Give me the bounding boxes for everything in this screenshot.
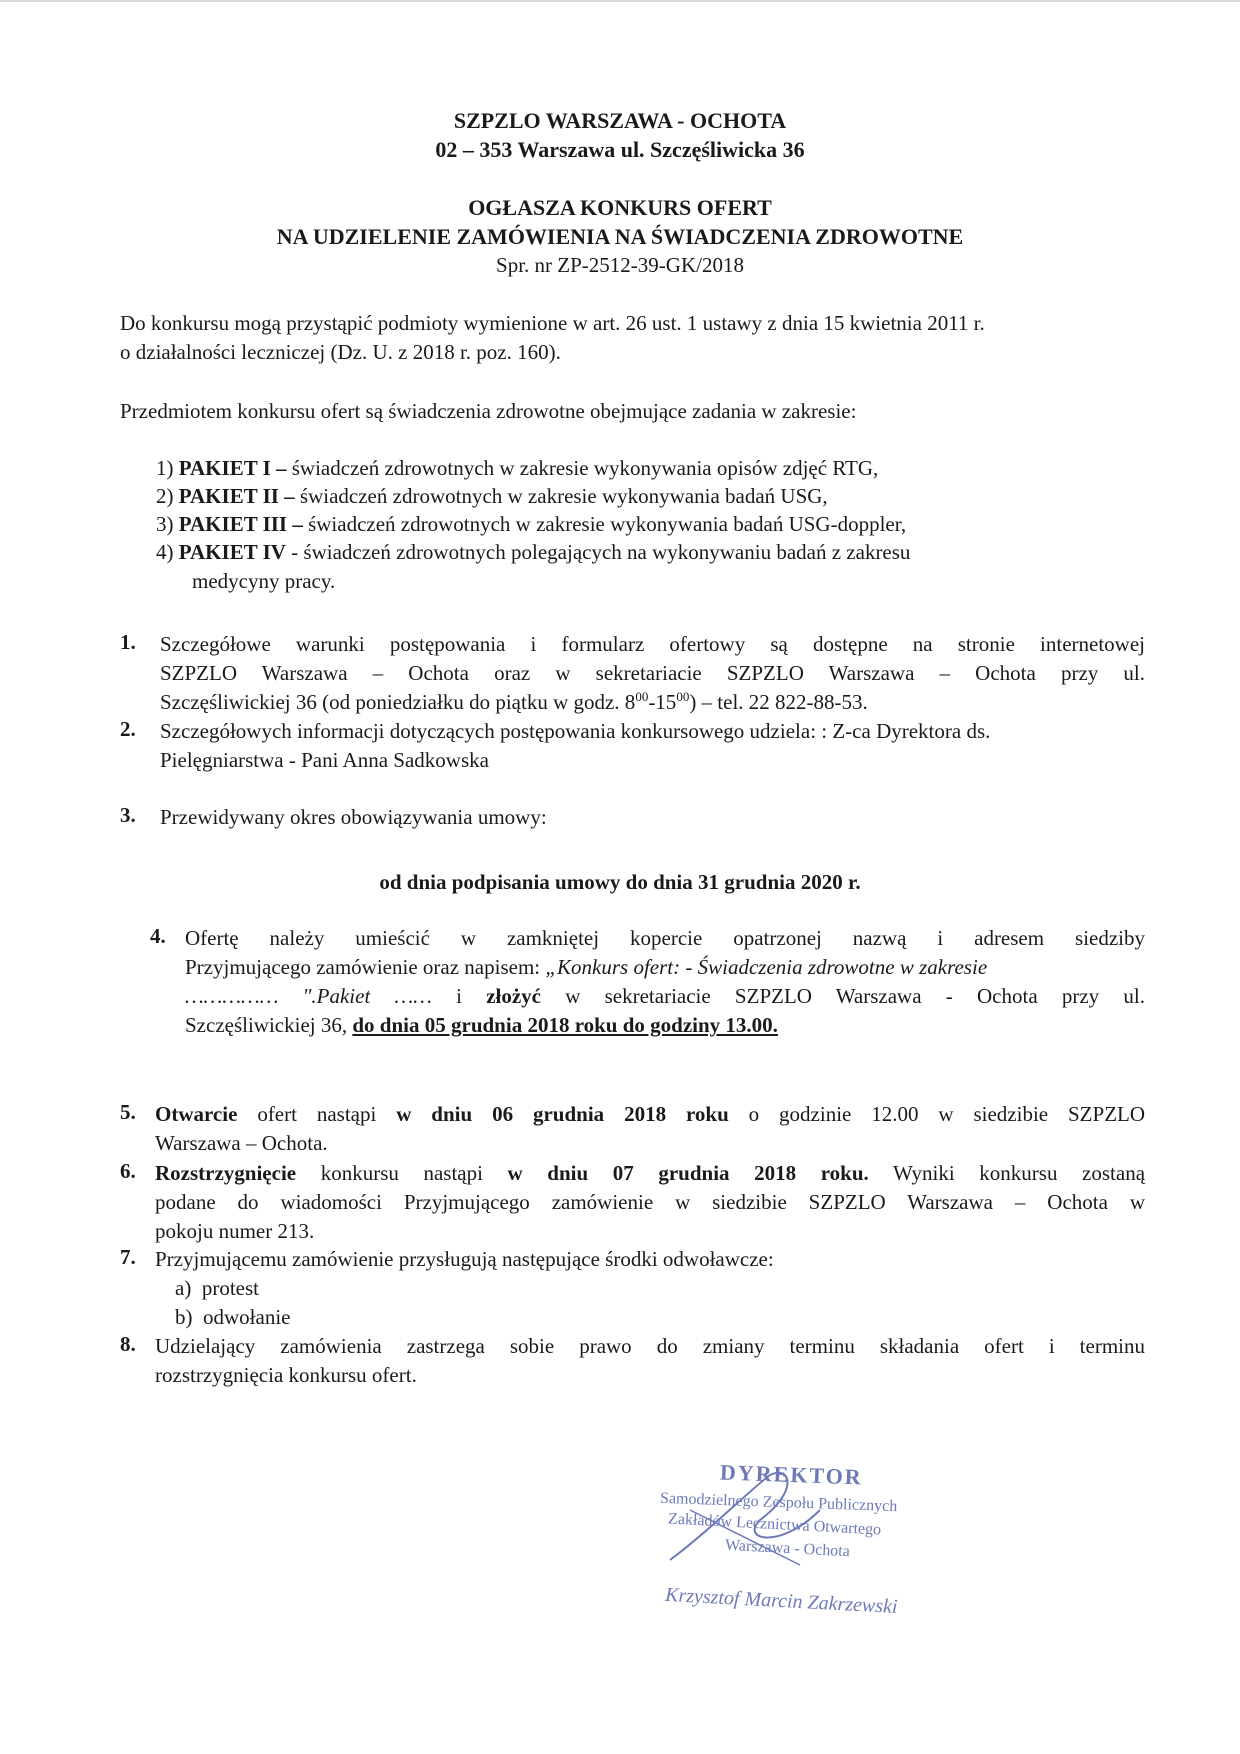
- item-number: 6.: [120, 1159, 136, 1183]
- item4-line-4: Szczęśliwickiej 36, do dnia 05 grudnia 2018 roku do godziny 13.00.: [185, 1013, 778, 1037]
- stamp-line-3: Warszawa - Ochota: [724, 1536, 851, 1561]
- stamp-line-1: Samodzielnego Zespołu Publicznych: [659, 1489, 898, 1516]
- item4-line-1: Ofertę należy umieścić w zamkniętej kopercie opatrzonej nazwą i adresem siedziby: [185, 926, 1145, 950]
- package-item-continuation: medycyny pracy.: [192, 569, 336, 593]
- item7-line-1: Przyjmującemu zamówienie przysługują następujące środki odwoławcze:: [155, 1247, 774, 1271]
- item6-line-3: pokoju numer 213.: [155, 1219, 315, 1243]
- item-number: 5.: [120, 1100, 136, 1124]
- scan-edge: [0, 0, 1240, 8]
- org-name: SZPZLO WARSZAWA - OCHOTA: [453, 108, 787, 133]
- item3-line-1: Przewidywany okres obowiązywania umowy:: [160, 805, 547, 829]
- org-address: 02 – 353 Warszawa ul. Szczęśliwicka 36: [435, 137, 805, 162]
- contract-period: od dnia podpisania umowy do dnia 31 grudnia 2020 r.: [379, 870, 861, 894]
- item-number: 7.: [120, 1245, 136, 1269]
- stamp-title: DYREKTOR: [719, 1459, 864, 1490]
- item1-line-2: SZPZLO Warszawa – Ochota oraz w sekretariacie SZPZLO Warszawa – Ochota przy ul.: [160, 661, 1145, 685]
- package-item: 1) PAKIET I – świadczeń zdrowotnych w zakresie wykonywania opisów zdjęć RTG,: [156, 456, 879, 480]
- remedy-item: a) protest: [175, 1276, 259, 1300]
- intro-line-2: o działalności leczniczej (Dz. U. z 2018 r. poz. 160).: [120, 340, 561, 364]
- item8-line-2: rozstrzygnięcia konkursu ofert.: [155, 1363, 417, 1387]
- item8-line-1: Udzielający zamówienia zastrzega sobie prawo do zmiany terminu składania ofert i terminu: [155, 1334, 1145, 1358]
- item-number: 2.: [120, 717, 136, 741]
- package-item: 2) PAKIET II – świadczeń zdrowotnych w zakresie wykonywania badań USG,: [156, 484, 828, 508]
- item6-line-2: podane do wiadomości Przyjmującego zamówienie w siedzibie SZPZLO Warszawa – Ochota w: [155, 1190, 1145, 1214]
- package-item: 3) PAKIET III – świadczeń zdrowotnych w zakresie wykonywania badań USG-doppler,: [156, 512, 907, 536]
- item5-line-2: Warszawa – Ochota.: [155, 1131, 328, 1155]
- package-item: 4) PAKIET IV - świadczeń zdrowotnych polegających na wykonywaniu badań z zakresu: [156, 540, 911, 564]
- item-number: 3.: [120, 803, 136, 827]
- item1-line-1: Szczegółowe warunki postępowania i formularz ofertowy są dostępne na stronie internetowej: [160, 632, 1145, 656]
- item5-line-1: Otwarcie ofert nastąpi w dniu 06 grudnia 2018 roku o godzinie 12.00 w siedzibie SZPZLO: [155, 1102, 1146, 1126]
- item4-line-3: …………… ".Pakiet …… i złożyć w sekretariacie SZPZLO Warszawa - Ochota przy ul.: [185, 984, 1145, 1008]
- signature-mark: [650, 1470, 900, 1570]
- item-number: 1.: [120, 630, 136, 654]
- item2-line-1: Szczegółowych informacji dotyczących postępowania konkursowego udziela: : Z-ca Dyrektora ds.: [160, 719, 991, 743]
- signatory-name: Krzysztof Marcin Zakrzewski: [664, 1583, 899, 1619]
- item1-line-3: Szczęśliwickiej 36 (od poniedziałku do piątku w godz. $8^{00}-15^{00}$) – tel. 22 822-88-53.: [160, 689, 868, 714]
- stamp-line-2: Zakładów Lecznictwa Otwartego: [667, 1510, 882, 1539]
- announce-title-1: OGŁASZA KONKURS OFERT: [468, 195, 772, 220]
- subject-line: Przedmiotem konkursu ofert są świadczenia zdrowotne obejmujące zadania w zakresie:: [120, 399, 857, 423]
- item-number: 4.: [150, 924, 166, 948]
- case-number: Spr. nr ZP-2512-39-GK/2018: [496, 253, 744, 277]
- item4-line-2: Przyjmującego zamówienie oraz napisem: „Konkurs ofert: - Świadczenia zdrowotne w zakresie: [185, 955, 988, 979]
- item6-line-1: Rozstrzygnięcie konkursu nastąpi w dniu 07 grudnia 2018 roku. Wyniki konkursu zostaną: [155, 1161, 1146, 1185]
- intro-line-1: Do konkursu mogą przystąpić podmioty wymienione w art. 26 ust. 1 ustawy z dnia 15 kwietnia 2011 r.: [120, 311, 985, 335]
- remedy-item: b) odwołanie: [175, 1305, 291, 1329]
- item2-line-2: Pielęgniarstwa - Pani Anna Sadkowska: [160, 748, 489, 772]
- submission-deadline: do dnia 05 grudnia 2018 roku do godziny 13.00.: [352, 1013, 778, 1037]
- announce-title-2: NA UDZIELENIE ZAMÓWIENIA NA ŚWIADCZENIA ZDROWOTNE: [276, 224, 964, 249]
- item-number: 8.: [120, 1332, 136, 1356]
